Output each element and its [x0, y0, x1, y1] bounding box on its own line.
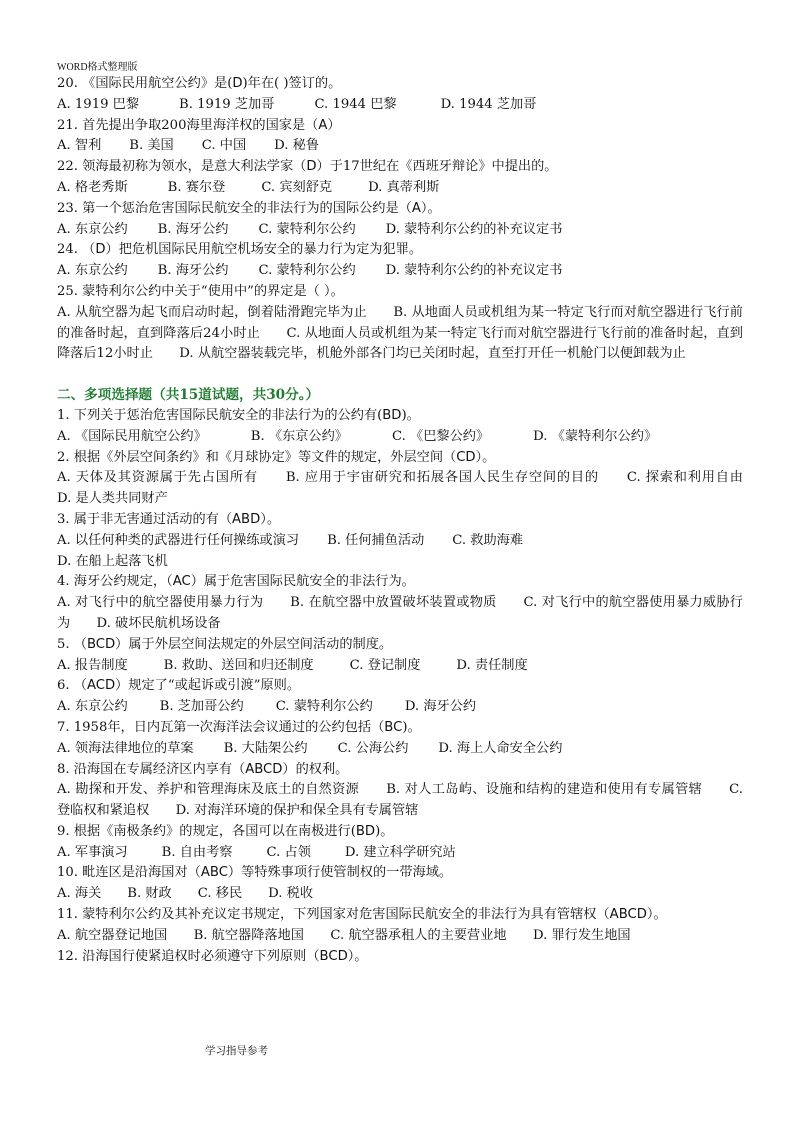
- document-body: [57, 74, 770, 967]
- options-24: A. 东京公约 B. 海牙公约 C. 蒙特利尔公约 D. 蒙特利尔公约的补充议定书: [57, 263, 563, 279]
- answer: BD: [382, 407, 402, 423]
- question-m11: 11. 蒙特利尔公约及其补充议定书规定，下列国家对危害国际民航安全的非法行为具有管辖权（ABCD）。: [57, 907, 667, 923]
- page-footer: 学习指导参考: [205, 1045, 268, 1057]
- question-m2: 2. 根据《外层空间条约》和《月球协定》等文件的规定，外层空间（CD）。: [57, 449, 496, 465]
- question-m8: 8. 沿海国在专属经济区内享有（ABCD）的权利。: [57, 761, 349, 777]
- answer: D: [306, 159, 317, 175]
- answer: ABCD: [245, 761, 283, 777]
- answer: ABC: [200, 865, 228, 881]
- options-m1: A. 《国际民用航空公约》 B. 《东京公约》 C. 《巴黎公约》 D. 《蒙特利尔公约》: [57, 428, 658, 444]
- answer: ABD: [232, 511, 261, 527]
- options-20: A. 1919 巴黎 B. 1919 芝加哥 C. 1944 巴黎 D. 1944 芝加哥: [57, 96, 537, 112]
- options-m3: A. 以任何种类的武器进行任何操练或演习 B. 任何捕鱼活动 C. 救助海难: [57, 532, 524, 548]
- answer: A: [411, 200, 421, 216]
- answer: BD: [355, 823, 376, 839]
- answer: ABCD: [609, 907, 647, 923]
- question-m9: 9. 根据《南极条约》的规定，各国可以在南极进行(BD)。: [57, 823, 394, 839]
- options-25: A. 从航空器为起飞而启动时起，倒着陆滑跑完毕为止 B. 从地面人员或机组为某一特定飞行而对航空器进行飞行前的准备时起，直到降落后24小时止 C. 从地面人员或机组为某一特定飞行而对航空器进行飞行前的准备时起，直到降落后12小时止 D. 从航空器装载完毕，机舱外部各门均已关闭时起，直至打开任一机舱门以便卸载为止: [57, 304, 743, 362]
- answer: CD: [456, 449, 476, 465]
- answer: BCD: [86, 636, 116, 652]
- section-title: 二、多项选择题（共15道试题，共30分。）: [57, 387, 320, 404]
- options-m10: A. 海关 B. 财政 C. 移民 D. 税收: [57, 886, 314, 902]
- answer: ACD: [86, 678, 116, 694]
- question-m5: 5. （BCD）属于外层空间法规定的外层空间活动的制度。: [57, 636, 393, 652]
- question-m1: 1. 下列关于惩治危害国际民航安全的非法行为的公约有(BD)。: [57, 407, 420, 423]
- question-24: 24. （D）把危机国际民用航空机场安全的暴力行为定为犯罪。: [57, 242, 423, 258]
- options-m5: A. 报告制度 B. 救助、送回和归还制度 C. 登记制度 D. 责任制度: [57, 657, 528, 673]
- question-m10: 10. 毗连区是沿海国对（ABC）等特殊事项行使管制权的一带海域。: [57, 865, 453, 881]
- question-m12: 12. 沿海国行使紧追权时必须遵守下列原则（BCD）。: [57, 948, 368, 964]
- answer: D: [95, 242, 106, 258]
- page-header: WORD格式整理版: [57, 62, 138, 73]
- options-m11: A. 航空器登记地国 B. 航空器降落地国 C. 航空器承租人的主要营业地 D. 罪行发生地国: [57, 927, 631, 943]
- question-20: 20. 《国际民用航空公约》是(D)年在( )签订的。: [57, 76, 342, 91]
- question-m3: 3. 属于非无害通过活动的有（ABD）。: [57, 511, 281, 527]
- question-25: 25. 蒙特利尔公约中关于“使用中”的界定是（ ）。: [57, 283, 344, 299]
- options-m6: A. 东京公约 B. 芝加哥公约 C. 蒙特利尔公约 D. 海牙公约: [57, 699, 477, 715]
- options-m8: A. 勘探和开发、养护和管理海床及底土的自然资源 B. 对人工岛屿、设施和结构的建造和使用有专属管辖 C. 登临权和紧追权 D. 对海洋环境的保护和保全具有专属管辖: [57, 782, 743, 819]
- options-m3-cont: D. 在船上起落飞机: [57, 553, 168, 569]
- options-21: A. 智利 B. 美国 C. 中国 D. 秘鲁: [57, 138, 320, 154]
- options-m7: A. 领海法律地位的草案 B. 大陆架公约 C. 公海公约 D. 海上人命安全公约: [57, 740, 563, 756]
- question-22: 22. 领海最初称为领水，是意大利法学家（D）于17世纪在《西班牙辩论》中提出的。: [57, 159, 558, 175]
- answer: A: [318, 117, 328, 133]
- answer: D: [232, 76, 243, 91]
- question-23: 23. 第一个惩治危害国际民航安全的非法行为的国际公约是（A）。: [57, 200, 441, 216]
- options-22: A. 格老秀斯 B. 赛尔登 C. 宾刻舒克 D. 真蒂利斯: [57, 179, 440, 195]
- answer: BC: [384, 719, 403, 735]
- options-m4: A. 对飞行中的航空器使用暴力行为 B. 在航空器中放置破坏装置或物质 C. 对飞行中的航空器使用暴力威胁行为 D. 破坏民航机场设备: [57, 595, 743, 631]
- question-m6: 6. （ACD）规定了“或起诉或引渡”原则。: [57, 678, 301, 694]
- options-m9: A. 军事演习 B. 自由考察 C. 占领 D. 建立科学研究站: [57, 844, 456, 860]
- options-23: A. 东京公约 B. 海牙公约 C. 蒙特利尔公约 D. 蒙特利尔公约的补充议定书: [57, 221, 563, 237]
- answer: AC: [172, 574, 191, 590]
- options-m2: A. 天体及其资源属于先占国所有 B. 应用于宇宙研究和拓展各国人民生存空间的目的 C. 探索和利用自由 D. 是人类共同财产: [57, 470, 770, 507]
- question-m4: 4. 海牙公约规定，（AC）属于危害国际民航安全的非法行为。: [57, 574, 415, 590]
- question-21: 21. 首先提出争取200海里海洋权的国家是（A）: [57, 117, 341, 133]
- answer: BCD: [319, 948, 348, 964]
- question-m7: 7. 1958年，日内瓦第一次海洋法会议通过的公约包括（BC)。: [57, 719, 421, 735]
